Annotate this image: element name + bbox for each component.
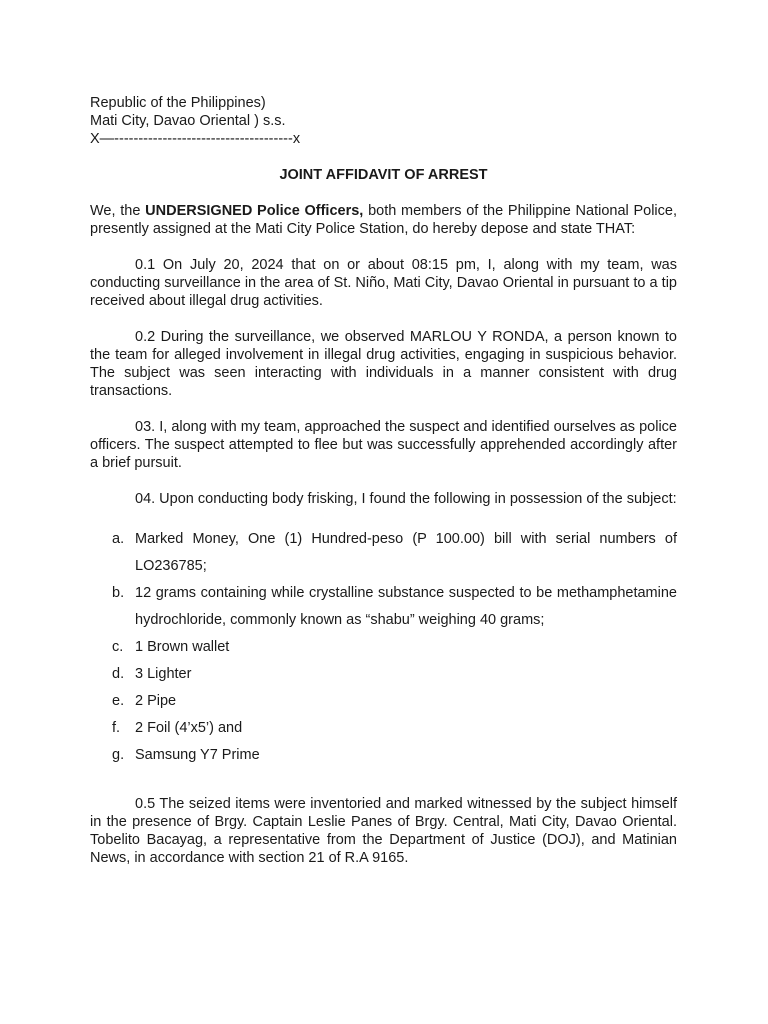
venue-separator: X—-------------------------------------x [90,131,301,147]
list-item-marker: g. [112,747,125,763]
list-item [90,580,677,634]
list-item-text: Marked Money, One (1) Hundred-peso (P 100.00) bill with serial numbers of LO236785; [135,531,677,574]
list-item [90,526,677,580]
intro-text-bold: UNDERSIGNED Police Officers, [145,203,364,219]
list-item-text: 12 grams containing while crystalline substance suspected to be methamphetamine hydrochloride, commonly known as “shabu” weighing 40 grams; [135,585,677,628]
intro-text-post: both members of the Philippine National Police, presently assigned at the Mati City Police Station, do hereby depose and state THAT: [90,203,677,237]
list-item-marker: a. [112,531,125,547]
list-item-marker: c. [112,639,124,655]
paragraph-02: 0.2 During the surveillance, we observed MARLOU Y RONDA, a person known to the team for alleged involvement in illegal drug activities, engaging in suspicious behavior. The subject was seen interacting with individuals in a manner consistent with drug transactions. [90,329,677,399]
list-item-text: 2 Pipe [135,693,177,709]
paragraph-01: 0.1 On July 20, 2024 that on or about 08:15 pm, I, along with my team, was conducting surveillance in the area of St. Niño, Mati City, Davao Oriental in pursuant to a tip received about illegal drug activities. [90,257,677,309]
paragraph-04: 04. Upon conducting body frisking, I found the following in possession of the subject: [135,491,677,507]
document-title: JOINT AFFIDAVIT OF ARREST [279,167,488,183]
list-item [90,715,677,742]
paragraph-05: 0.5 The seized items were inventoried and marked witnessed by the subject himself in the presence of Brgy. Captain Leslie Panes of Brgy. Central, Mati City, Davao Oriental. Tobelito Bacayag, a representative from the Department of Justice (DOJ), and Matinian News, in accordance with section 21 of R.A 9165. [90,796,677,866]
list-item [90,688,677,715]
list-item-text: 1 Brown wallet [135,639,230,655]
list-item-text: 2 Foil (4’x5’) and [135,720,243,736]
list-item [90,742,677,769]
list-item-marker: d. [112,666,125,682]
paragraph-03: 03. I, along with my team, approached the suspect and identified ourselves as police officers. The suspect attempted to flee but was successfully apprehended accordingly after a brief pursuit. [90,419,677,471]
document-page [90,94,677,867]
list-item [90,661,677,688]
list-item-marker: b. [112,585,125,601]
venue-line-republic: Republic of the Philippines) [90,95,266,111]
list-item-marker: e. [112,693,125,709]
list-item-marker: f. [112,720,121,736]
intro-paragraph [90,202,677,238]
venue-header [90,94,677,148]
list-item-text: Samsung Y7 Prime [135,747,260,763]
list-item-text: 3 Lighter [135,666,192,682]
venue-line-city: Mati City, Davao Oriental ) s.s. [90,113,286,129]
list-item [90,634,677,661]
intro-text-pre: We, the [90,203,146,219]
seized-items-list [90,526,677,769]
